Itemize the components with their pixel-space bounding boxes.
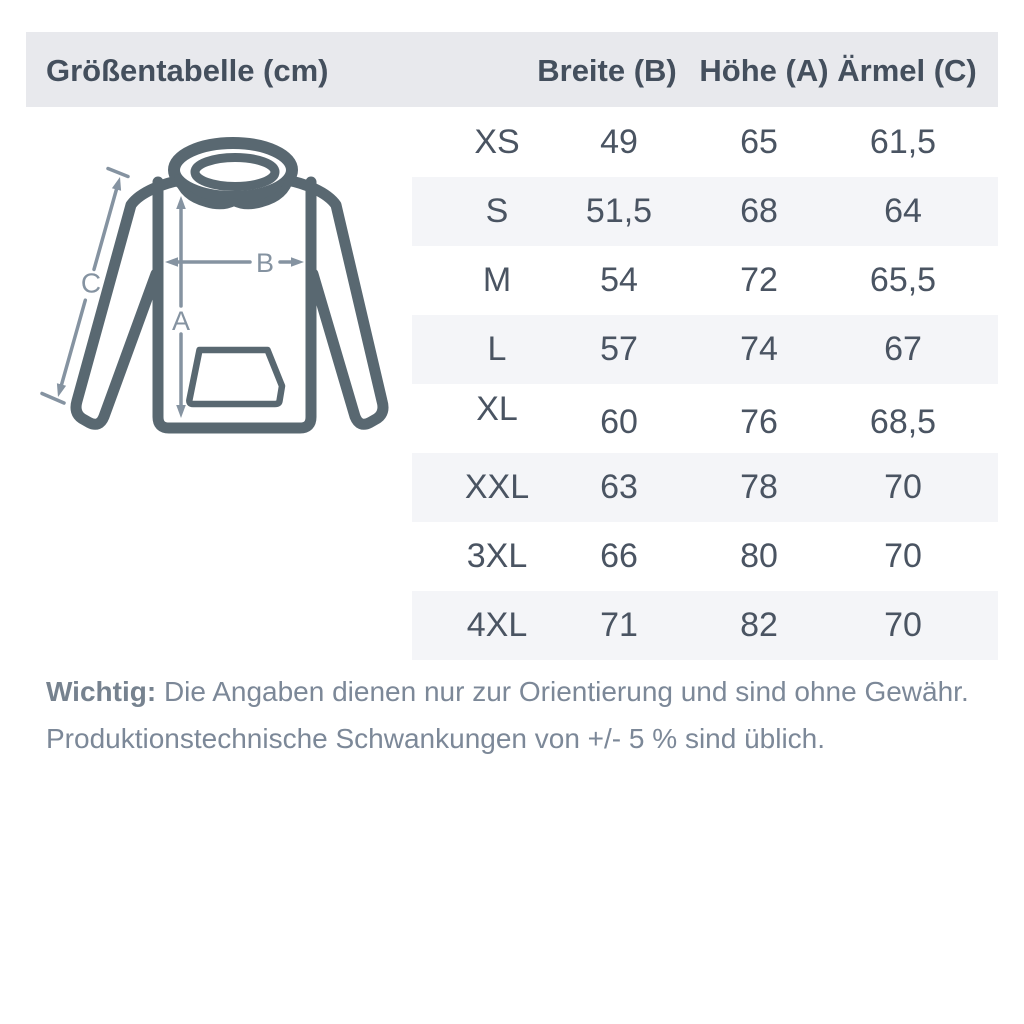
table-row (412, 246, 998, 315)
table-row (412, 453, 998, 522)
sleeve-label: C (80, 267, 102, 299)
hoehe-value: 82 (740, 606, 778, 644)
breite-value: 49 (600, 123, 638, 161)
aermel-value: 70 (884, 537, 922, 575)
hoehe-value: 65 (740, 123, 778, 161)
table-row (412, 108, 998, 177)
breite-value: 51,5 (585, 192, 653, 230)
breite-value: 71 (600, 606, 638, 644)
column-header-hoehe: Höhe (A) (699, 53, 829, 88)
breite-value: 66 (600, 537, 638, 575)
chart-title: Größentabelle (cm) (46, 53, 329, 88)
breite-value: 57 (600, 330, 638, 368)
hoehe-value: 78 (740, 468, 778, 506)
column-header-aermel: Ärmel (C) (837, 53, 977, 88)
size-label: L (487, 330, 507, 368)
size-label: XXL (464, 468, 530, 506)
disclaimer-important-label: Wichtig: (46, 676, 157, 707)
aermel-value: 64 (884, 192, 922, 230)
width-label: B (255, 248, 275, 278)
aermel-value: 68,5 (869, 403, 937, 441)
breite-value: 54 (600, 261, 638, 299)
aermel-value: 70 (884, 468, 922, 506)
aermel-value: 70 (884, 606, 922, 644)
hoehe-value: 76 (740, 403, 778, 441)
disclaimer-line1: Die Angaben dienen nur zur Orientierung und sind ohne Gewähr. (163, 676, 969, 707)
hoehe-value: 68 (740, 192, 778, 230)
size-label: XL (476, 390, 518, 428)
hoehe-value: 80 (740, 537, 778, 575)
breite-value: 63 (600, 468, 638, 506)
height-label: A (171, 306, 191, 336)
aermel-value: 65,5 (869, 261, 937, 299)
hoodie-outline-icon (76, 143, 383, 428)
size-label: 3XL (466, 537, 528, 575)
size-label: S (485, 192, 509, 230)
size-label: M (482, 261, 512, 299)
header-band (26, 32, 998, 107)
size-label: XS (474, 123, 520, 161)
aermel-value: 67 (884, 330, 922, 368)
table-row (412, 384, 998, 453)
hoehe-value: 74 (740, 330, 778, 368)
hoodie-diagram (30, 120, 420, 450)
hoehe-value: 72 (740, 261, 778, 299)
size-table (412, 108, 998, 660)
disclaimer-text (46, 668, 976, 762)
size-label: 4XL (466, 606, 528, 644)
table-row (412, 177, 998, 246)
breite-value: 60 (600, 403, 638, 441)
table-row (412, 315, 998, 384)
disclaimer-line2: Produktionstechnische Schwankungen von +/- 5 % sind üblich. (46, 723, 826, 754)
table-row (412, 591, 998, 660)
column-header-breite: Breite (B) (537, 53, 677, 88)
table-row (412, 522, 998, 591)
aermel-value: 61,5 (869, 123, 937, 161)
